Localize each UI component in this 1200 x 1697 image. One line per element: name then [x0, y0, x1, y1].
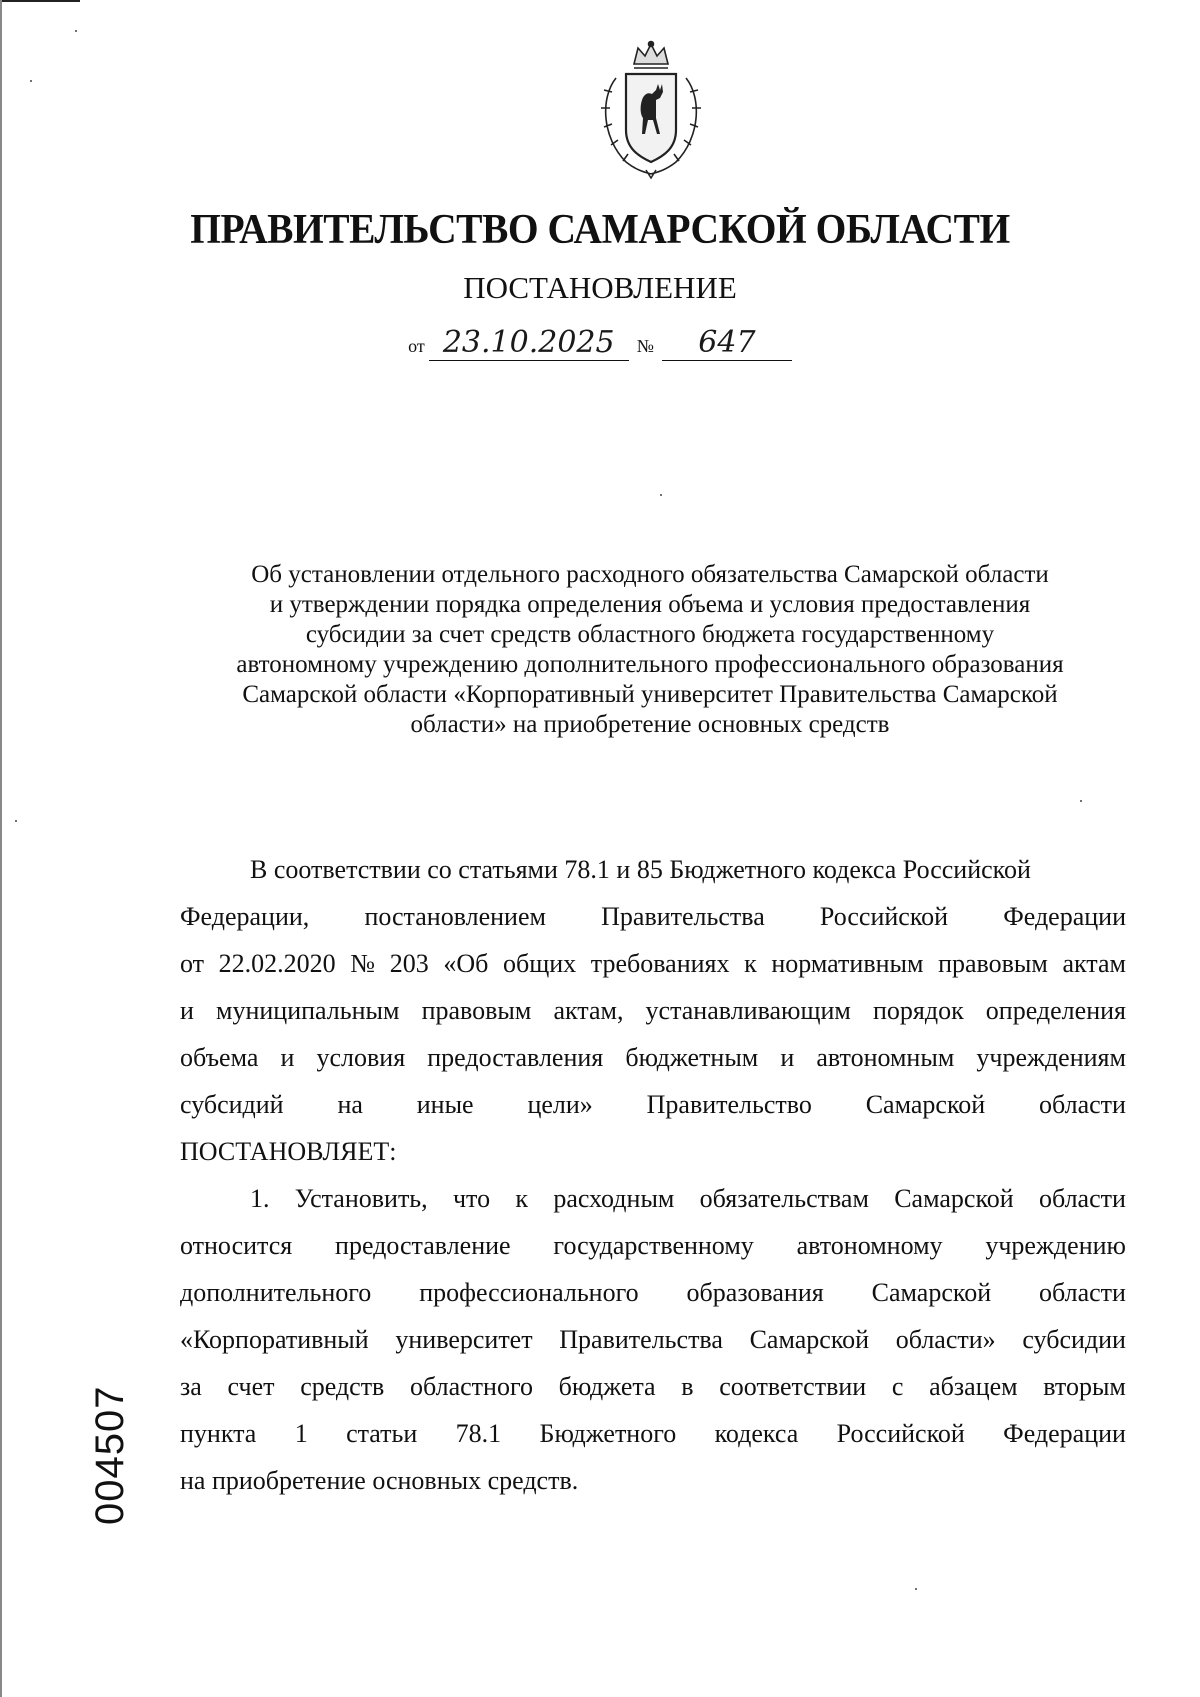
body-word: Правительства	[601, 902, 765, 931]
subject-line: автономному учреждению дополнительного профессионального образования	[236, 651, 1064, 678]
body-word: в	[681, 1372, 694, 1401]
margin-registration-code: 004507	[88, 1385, 132, 1525]
body-word: предоставления	[427, 1043, 604, 1072]
body-word: общих	[502, 949, 577, 978]
body-word: за	[180, 1372, 202, 1401]
body-word: и	[780, 1043, 795, 1072]
body-word: актам,	[553, 996, 624, 1025]
subject-line: и утверждении порядка определения объема и условия предоставления	[269, 591, 1031, 618]
body-word: объема	[180, 1043, 259, 1072]
body-line: ПОСТАНОВЛЯЕТ:	[180, 1137, 397, 1166]
body-line	[180, 1175, 1126, 1222]
scan-speck	[30, 80, 32, 82]
body-word: автономному	[796, 1231, 943, 1260]
body-word: бюджетным	[625, 1043, 759, 1072]
body-word: и	[180, 996, 194, 1025]
body-word: абзацем	[929, 1372, 1018, 1401]
body-word: Бюджетного	[539, 1419, 677, 1448]
body-word: Самарской	[871, 1278, 992, 1307]
document-subject	[170, 560, 1130, 740]
body-word: нормативным	[771, 949, 924, 978]
body-word: Установить,	[294, 1184, 428, 1213]
body-line	[180, 1269, 1126, 1316]
document-type: ПОСТАНОВЛЕНИЕ	[463, 270, 737, 305]
body-word: учреждению	[985, 1231, 1126, 1260]
body-word: Самарской	[749, 1325, 870, 1354]
scan-speck	[1080, 800, 1082, 802]
body-line	[180, 987, 1126, 1034]
body-word: обязательствам	[699, 1184, 869, 1213]
scan-edge-line	[0, 0, 80, 2]
body-line	[180, 1222, 1126, 1269]
body-word: Федерации,	[180, 902, 310, 931]
body-word: порядок	[872, 996, 964, 1025]
body-line	[180, 1410, 1126, 1457]
subject-line: Об установлении отдельного расходного обязательства Самарской области	[251, 561, 1049, 588]
body-word: Российской	[836, 1419, 965, 1448]
body-word: иные	[416, 1090, 474, 1119]
government-title: ПРАВИТЕЛЬСТВО САМАРСКОЙ ОБЛАСТИ	[190, 207, 1010, 253]
document-body	[180, 846, 1126, 1504]
body-word: муниципальным	[216, 996, 400, 1025]
body-word: пункта	[180, 1419, 257, 1448]
body-word: образования	[686, 1278, 824, 1307]
body-word: №	[350, 949, 376, 978]
body-word: счет	[227, 1372, 275, 1401]
date-number-line	[0, 326, 1200, 361]
body-word: правовым	[938, 949, 1048, 978]
subject-line: Самарской области «Корпоративный университет Правительства Самарской	[242, 681, 1058, 708]
body-word: статьи	[346, 1419, 418, 1448]
body-word: от	[180, 949, 205, 978]
body-word: Правительство	[646, 1090, 812, 1119]
scan-edge-line	[0, 0, 2, 1697]
body-word: автономным	[816, 1043, 955, 1072]
body-word: университет	[395, 1325, 533, 1354]
body-word: требованиях	[590, 949, 730, 978]
handwritten-number: 647	[662, 326, 792, 361]
body-word: Российской	[819, 902, 949, 931]
body-word: субсидий	[180, 1090, 284, 1119]
body-word: 78.1	[455, 1419, 502, 1448]
body-word: областного	[410, 1372, 533, 1401]
body-line: на приобретение основных средств.	[180, 1466, 579, 1495]
body-word: предоставление	[335, 1231, 511, 1260]
handwritten-date: 23.10.2025	[429, 326, 629, 361]
body-line	[180, 1363, 1126, 1410]
subject-line: субсидии за счет средств областного бюджета государственному	[305, 621, 995, 648]
body-word: бюджета	[558, 1372, 656, 1401]
body-word: цели»	[527, 1090, 593, 1119]
body-word: постановлением	[364, 902, 546, 931]
body-line	[180, 940, 1126, 987]
body-word: Самарской	[894, 1184, 1014, 1213]
body-word: государственному	[553, 1231, 754, 1260]
body-word: средств	[300, 1372, 385, 1401]
body-word: расходным	[553, 1184, 675, 1213]
body-word: правовым	[421, 996, 532, 1025]
body-word: к	[515, 1184, 529, 1213]
number-prefix: №	[636, 336, 654, 356]
scan-speck	[75, 30, 77, 32]
body-line	[180, 1081, 1126, 1128]
body-word: к	[744, 949, 757, 978]
samara-coat-of-arms-emblem	[590, 38, 712, 180]
body-word: 203	[389, 949, 429, 978]
body-word: субсидии	[1022, 1325, 1126, 1354]
body-word: актам	[1062, 949, 1126, 978]
body-line	[180, 1034, 1126, 1081]
scan-speck	[915, 1588, 917, 1590]
body-word: области	[1039, 1278, 1126, 1307]
body-word: Самарской	[865, 1090, 986, 1119]
scan-speck	[15, 820, 17, 822]
subject-line: области» на приобретение основных средств	[410, 711, 890, 738]
body-word: профессионального	[419, 1278, 639, 1307]
body-word: области	[1039, 1090, 1126, 1119]
body-word: и	[280, 1043, 295, 1072]
scan-speck	[660, 494, 662, 496]
body-word: вторым	[1043, 1372, 1126, 1401]
body-word: условия	[316, 1043, 406, 1072]
body-word: учреждениям	[976, 1043, 1126, 1072]
body-word: Федерации	[1003, 902, 1126, 931]
body-line	[180, 893, 1126, 940]
body-word: определения	[985, 996, 1126, 1025]
body-word: соответствии	[719, 1372, 867, 1401]
body-word: 22.02.2020	[218, 949, 336, 978]
body-word: 1	[294, 1419, 308, 1448]
body-word: «Об	[443, 949, 489, 978]
body-word: области»	[895, 1325, 996, 1354]
body-word: Правительства	[559, 1325, 723, 1354]
body-word: с	[891, 1372, 904, 1401]
body-line: В соответствии со статьями 78.1 и 85 Бюджетного кодекса Российской	[250, 855, 1031, 884]
body-word: области	[1038, 1184, 1126, 1213]
body-word: что	[452, 1184, 491, 1213]
body-line	[180, 1316, 1126, 1363]
body-word: на	[337, 1090, 363, 1119]
body-word: 1.	[250, 1184, 270, 1213]
body-word: относится	[180, 1231, 293, 1260]
body-word: кодекса	[714, 1419, 799, 1448]
body-word: «Корпоративный	[180, 1325, 369, 1354]
date-prefix: от	[408, 336, 425, 356]
body-word: устанавливающим	[645, 996, 851, 1025]
body-word: Федерации	[1003, 1419, 1126, 1448]
body-word: дополнительного	[180, 1278, 372, 1307]
